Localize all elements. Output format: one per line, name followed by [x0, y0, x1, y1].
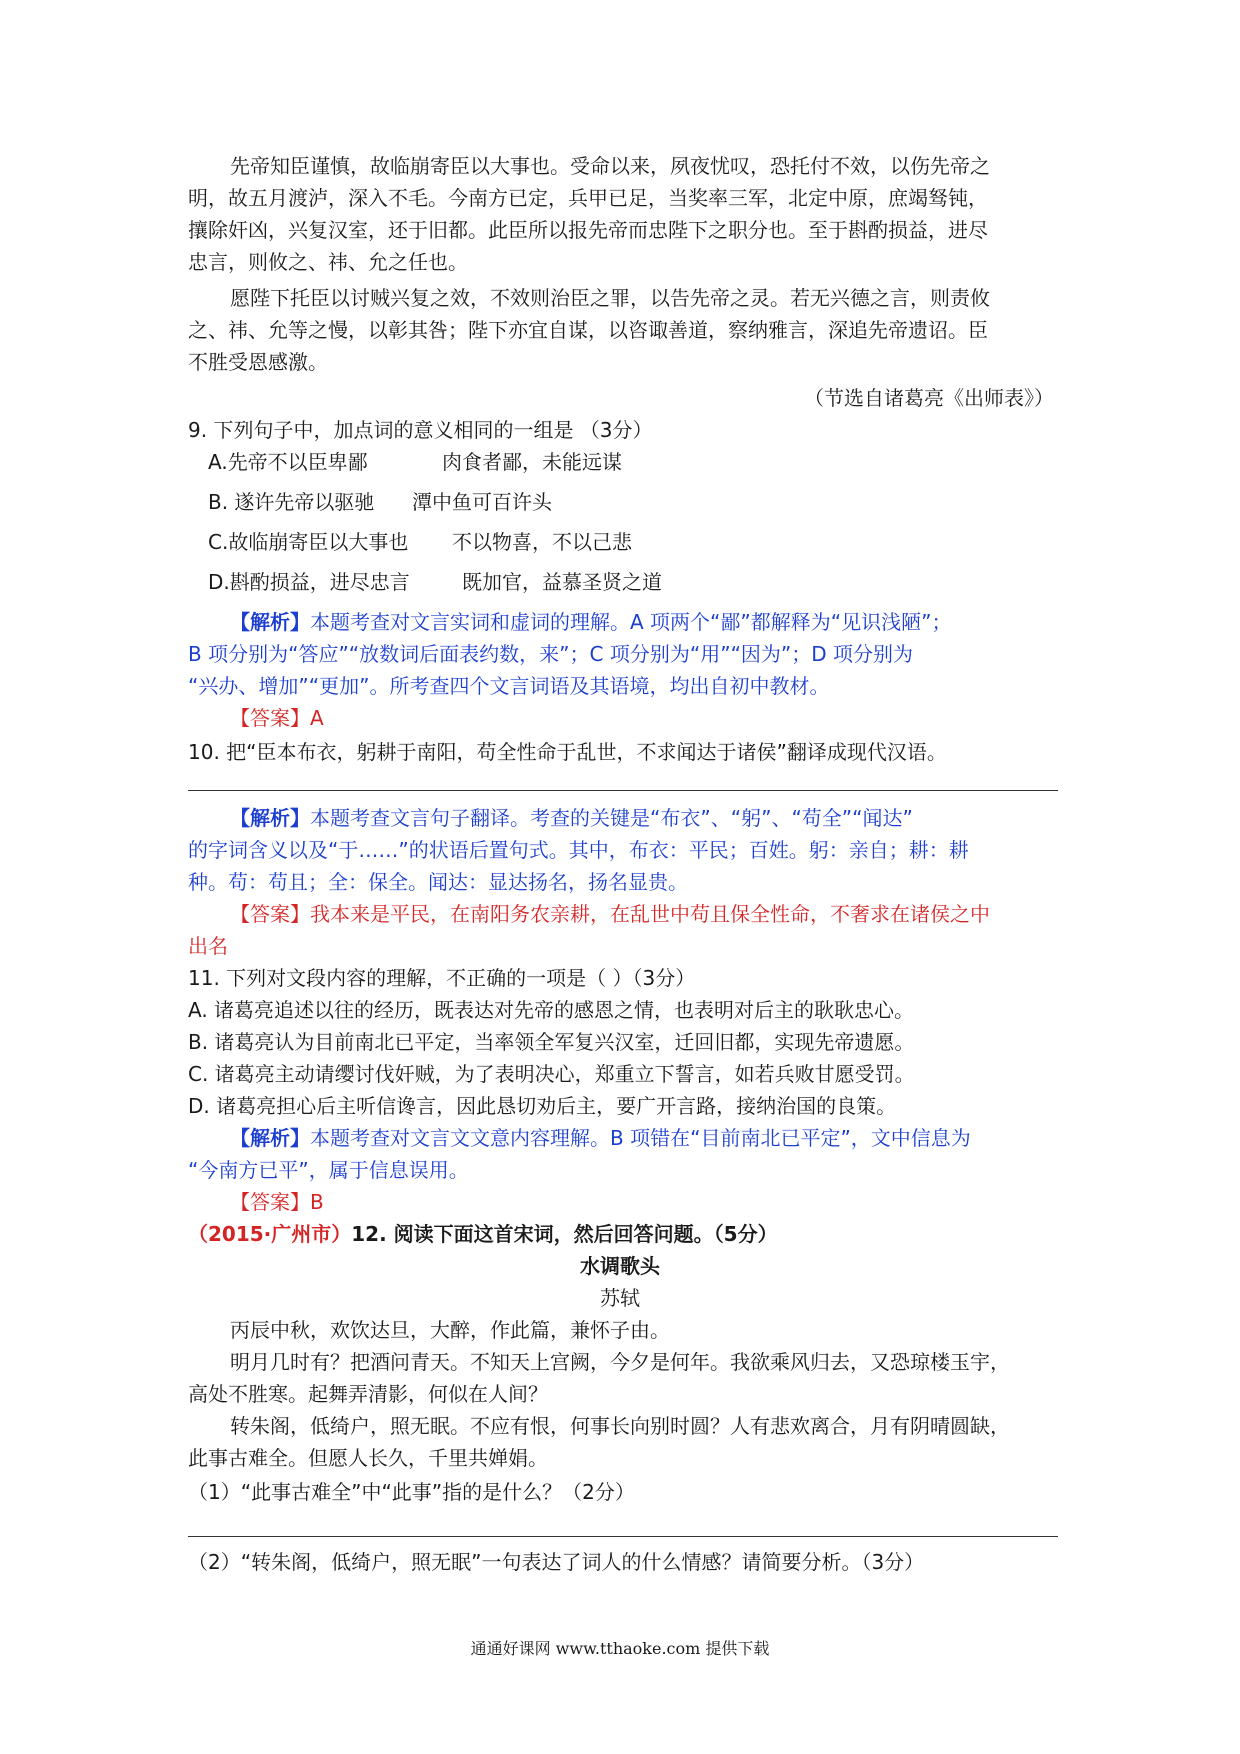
page-footer: 通通好课网 www.tthaoke.com 提供下载	[470, 1639, 770, 1658]
poem-line: 明月几时有？把酒问青天。不知天上宫阙，今夕是何年。我欲乘风归去，又恐琼楼玉宇，	[230, 1350, 1010, 1374]
q9-option-c-right: 不以物喜，不以己悲	[452, 530, 632, 554]
answer-line	[188, 1536, 1058, 1537]
passage-line: 不胜受恩感激。	[188, 350, 328, 374]
passage-line: 愿陛下托臣以讨贼兴复之效，不效则治臣之罪，以告先帝之灵。若无兴德之言，则责攸	[230, 286, 990, 310]
q11-option: B. 诸葛亮认为目前南北已平定，当率领全军复兴汉室，迁回旧都，实现先帝遗愿。	[188, 1030, 915, 1054]
q9-option-a-left: A.先帝不以臣卑鄙	[208, 450, 368, 474]
q11-option: A. 诸葛亮追述以往的经历，既表达对先帝的感恩之情，也表明对后主的耿耿忠心。	[188, 998, 915, 1022]
q12-sub2: （2）“转朱阁，低绮户，照无眠”一句表达了词人的什么情感？请简要分析。（3分）	[188, 1550, 925, 1574]
q9-option-c-left: C.故临崩寄臣以大事也	[208, 530, 409, 554]
q10-answer: 出名	[188, 934, 228, 958]
q11-answer: 【答案】B	[230, 1190, 324, 1214]
q10-analysis: 种。苟：苟且；全：保全。闻达：显达扬名，扬名显贵。	[188, 870, 688, 894]
q10-analysis: 【解析】本题考查文言句子翻译。考查的关键是“布衣”、“躬”、“苟全”“闻达”	[230, 806, 913, 830]
q11-option: D. 诸葛亮担心后主听信谗言，因此恳切劝后主，要广开言路，接纳治国的良策。	[188, 1094, 897, 1118]
q9-option-b-left: B. 遂许先帝以驱驰	[208, 490, 375, 514]
passage-line: 攘除奸凶，兴复汉室，还于旧都。此臣所以报先帝而忠陛下之职分也。至于斟酌损益，进尽	[188, 218, 988, 242]
passage-line: 明，故五月渡泸，深入不毛。今南方已定，兵甲已足，当奖率三军，北定中原，庶竭驽钝，	[188, 186, 988, 210]
q10-analysis: 的字词含义以及“于……”的状语后置句式。其中，布衣：平民；百姓。躬：亲自；耕：耕	[188, 838, 969, 862]
q9-answer: 【答案】A	[230, 706, 324, 730]
q9-analysis: 【解析】本题考查对文言实词和虚词的理解。A 项两个“鄙”都解释为“见识浅陋”；	[230, 610, 952, 634]
q9-option-a-right: 肉食者鄙，未能远谋	[442, 450, 622, 474]
q9-analysis: “兴办、增加”“更加”。所考查四个文言词语及其语境，均出自初中教材。	[188, 674, 830, 698]
q9-option-b-right: 潭中鱼可百许头	[412, 490, 552, 514]
poem-preface: 丙辰中秋，欢饮达旦，大醉，作此篇，兼怀子由。	[230, 1318, 670, 1342]
poem-title: 水调歌头	[580, 1254, 660, 1278]
answer-line	[188, 790, 1058, 791]
q11-analysis: 【解析】本题考查对文言文文意内容理解。B 项错在“目前南北已平定”，文中信息为	[230, 1126, 971, 1150]
q10-answer: 【答案】我本来是平民，在南阳务农亲耕，在乱世中苟且保全性命，不奢求在诸侯之中	[230, 902, 990, 926]
q11-option: C. 诸葛亮主动请缨讨伐奸贼，为了表明决心，郑重立下誓言，如若兵败甘愿受罚。	[188, 1062, 915, 1086]
q12-sub1: （1）“此事古难全”中“此事”指的是什么？（2分）	[188, 1480, 635, 1504]
q9-option-d-right: 既加官，益慕圣贤之道	[462, 570, 662, 594]
q9-option-d-left: D.斟酌损益，进尽忠言	[208, 570, 410, 594]
passage-line: 先帝知臣谨慎，故临崩寄臣以大事也。受命以来，夙夜忧叹，恐托付不效，以伤先帝之	[230, 154, 990, 178]
poem-line: 此事古难全。但愿人长久，千里共婵娟。	[188, 1446, 548, 1470]
q9-analysis: B 项分别为“答应”“放数词后面表约数，来”；C 项分别为“用”“因为”；D 项分别为	[188, 642, 914, 666]
poem-line: 转朱阁，低绮户，照无眠。不应有恨，何事长向别时圆？人有悲欢离合，月有阴晴圆缺，	[230, 1414, 1010, 1438]
poem-author: 苏轼	[600, 1286, 640, 1310]
poem-line: 高处不胜寒。起舞弄清影，何似在人间？	[188, 1382, 548, 1406]
q11-analysis: “今南方已平”，属于信息误用。	[188, 1158, 469, 1182]
passage-source: （节选自诸葛亮《出师表》）	[804, 386, 1054, 410]
q12-stem: （2015·广州市）12. 阅读下面这首宋词，然后回答问题。（5分）	[188, 1222, 778, 1246]
q9-stem: 9. 下列句子中，加点词的意义相同的一组是 （3分）	[188, 418, 653, 442]
passage-line: 忠言，则攸之、祎、允之任也。	[188, 250, 468, 274]
q10-stem: 10. 把“臣本布衣，躬耕于南阳，苟全性命于乱世，不求闻达于诸侯”翻译成现代汉语。	[188, 740, 947, 764]
q11-stem: 11. 下列对文段内容的理解，不正确的一项是（ ）（3分）	[188, 966, 696, 990]
passage-line: 之、祎、允等之慢，以彰其咎；陛下亦宜自谋，以咨诹善道，察纳雅言，深追先帝遗诏。臣	[188, 318, 988, 342]
